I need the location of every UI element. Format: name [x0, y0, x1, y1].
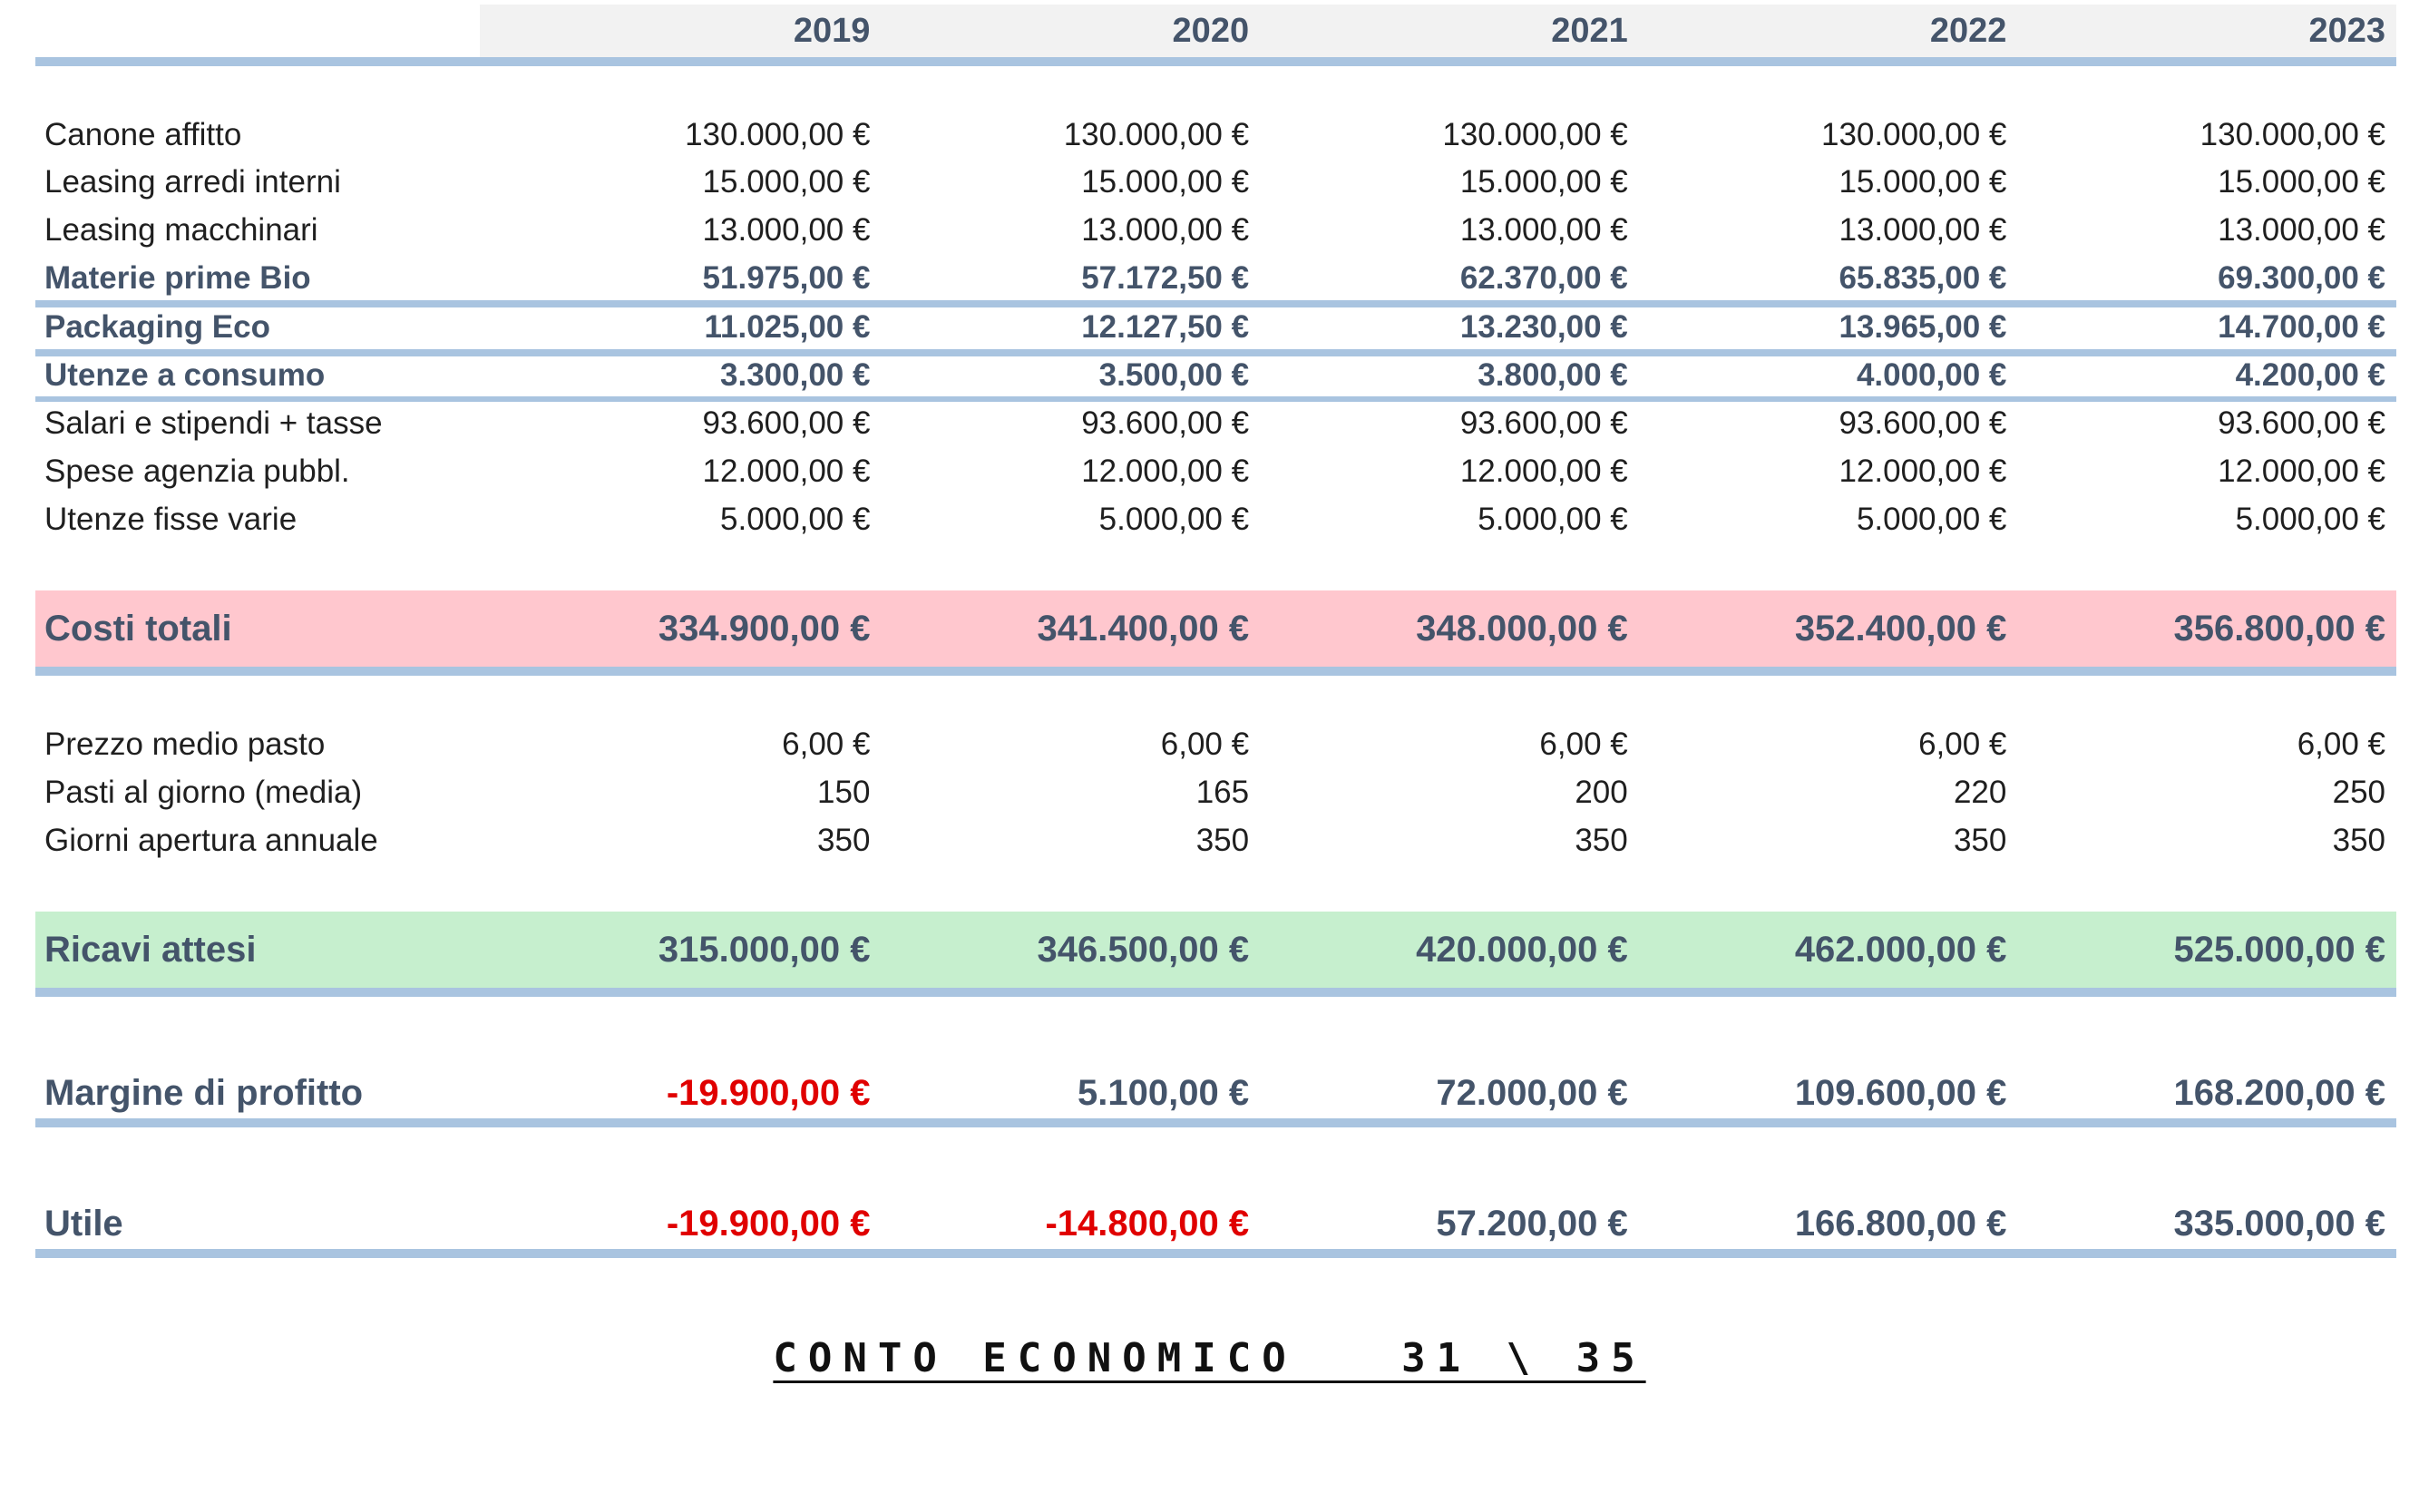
value-cell: 13.965,00 € — [1839, 309, 2007, 345]
value-cell: 150 — [817, 775, 871, 810]
value-cell: -19.900,00 € — [666, 1203, 871, 1244]
value-cell: 4.000,00 € — [1856, 357, 2007, 393]
value-cell: 6,00 € — [1918, 727, 2007, 762]
row-rule — [35, 1118, 2396, 1127]
cost-row-fixed-utilities — [35, 496, 2396, 543]
row-label: Prezzo medio pasto — [44, 727, 326, 762]
total-costs-row — [35, 590, 2396, 667]
value-cell: 12.000,00 € — [1459, 454, 1628, 489]
row-label: Spese agenzia pubbl. — [44, 454, 350, 489]
value-cell: 350 — [2332, 823, 2386, 858]
value-cell: 109.600,00 € — [1794, 1072, 2007, 1113]
value-cell: 200 — [1575, 775, 1628, 810]
value-cell: 15.000,00 € — [2218, 164, 2386, 200]
value-cell: 5.100,00 € — [1078, 1072, 1250, 1113]
row-label: Leasing macchinari — [44, 212, 318, 248]
value-cell: 72.000,00 € — [1436, 1072, 1628, 1113]
input-row-average-price — [35, 721, 2396, 768]
cost-row-raw-materials — [35, 255, 2396, 302]
value-cell: 130.000,00 € — [1442, 117, 1628, 152]
cost-row-machinery-leasing — [35, 207, 2396, 254]
value-cell: 165 — [1195, 775, 1250, 810]
input-row-meals-per-day — [35, 769, 2396, 816]
value-cell: 13.000,00 € — [1839, 212, 2007, 248]
year-2019: 2019 — [793, 11, 871, 50]
value-cell: 93.600,00 € — [1839, 405, 2007, 441]
value-cell: 15.000,00 € — [1459, 164, 1628, 200]
value-cell: 356.800,00 € — [2173, 608, 2386, 649]
value-cell: 5.000,00 € — [1098, 502, 1250, 537]
value-cell: 13.000,00 € — [1459, 212, 1628, 248]
value-cell: 130.000,00 € — [1821, 117, 2007, 152]
value-cell: 3.300,00 € — [720, 357, 871, 393]
value-cell: 5.000,00 € — [720, 502, 871, 537]
slide-footer — [0, 1335, 2419, 1381]
value-cell: 6,00 € — [782, 727, 871, 762]
row-label: Salari e stipendi + tasse — [44, 405, 383, 441]
year-header-row — [35, 5, 2396, 57]
header-rule — [35, 57, 2396, 66]
value-cell: 5.000,00 € — [1856, 502, 2007, 537]
row-label: Margine di profitto — [44, 1072, 364, 1113]
profit-margin-row — [35, 1061, 2396, 1125]
value-cell: 130.000,00 € — [685, 117, 871, 152]
row-label: Utenze fisse varie — [44, 502, 297, 537]
value-cell: 5.000,00 € — [2235, 502, 2386, 537]
value-cell: 14.700,00 € — [2218, 309, 2386, 345]
row-rule — [35, 1249, 2396, 1258]
row-rule — [35, 667, 2396, 676]
value-cell: 93.600,00 € — [2218, 405, 2386, 441]
row-label: Utile — [44, 1203, 123, 1244]
row-label: Materie prime Bio — [44, 260, 311, 296]
value-cell: 15.000,00 € — [1839, 164, 2007, 200]
value-cell: 341.400,00 € — [1037, 608, 1250, 649]
value-cell: 12.000,00 € — [702, 454, 871, 489]
value-cell: 6,00 € — [1160, 727, 1250, 762]
value-cell: 350 — [1575, 823, 1628, 858]
value-cell: 3.800,00 € — [1478, 357, 1628, 393]
year-2021: 2021 — [1551, 11, 1628, 50]
row-label: Leasing arredi interni — [44, 164, 341, 200]
cost-row-packaging — [35, 304, 2396, 351]
value-cell: 13.000,00 € — [1081, 212, 1250, 248]
value-cell: 11.025,00 € — [704, 309, 871, 345]
cost-row-advertising — [35, 448, 2396, 495]
value-cell: 130.000,00 € — [1063, 117, 1250, 152]
value-cell: 65.835,00 € — [1839, 260, 2007, 296]
cost-row-furniture-leasing — [35, 159, 2396, 206]
value-cell: 62.370,00 € — [1459, 260, 1628, 296]
cost-row-rent — [35, 112, 2396, 159]
value-cell: 51.975,00 € — [702, 260, 871, 296]
value-cell: 346.500,00 € — [1037, 929, 1250, 970]
value-cell: 12.000,00 € — [1081, 454, 1250, 489]
value-cell: 15.000,00 € — [702, 164, 871, 200]
value-cell: 4.200,00 € — [2235, 357, 2386, 393]
value-cell: 220 — [1953, 775, 2007, 810]
value-cell: 350 — [817, 823, 871, 858]
year-2023: 2023 — [2308, 11, 2386, 50]
value-cell: 15.000,00 € — [1081, 164, 1250, 200]
input-row-opening-days — [35, 817, 2396, 864]
row-label: Utenze a consumo — [44, 357, 326, 393]
value-cell: 57.200,00 € — [1436, 1203, 1628, 1244]
row-label: Costi totali — [44, 608, 232, 649]
value-cell: 93.600,00 € — [702, 405, 871, 441]
row-label: Ricavi attesi — [44, 929, 257, 970]
value-cell: 350 — [1195, 823, 1250, 858]
value-cell: 13.000,00 € — [2218, 212, 2386, 248]
value-cell: 57.172,50 € — [1081, 260, 1250, 296]
row-label: Giorni apertura annuale — [44, 823, 378, 858]
value-cell: 93.600,00 € — [1459, 405, 1628, 441]
expected-revenue-row — [35, 912, 2396, 988]
cost-row-consumable-utilities — [35, 352, 2396, 399]
net-profit-row — [35, 1192, 2396, 1255]
value-cell: 348.000,00 € — [1416, 608, 1628, 649]
year-2022: 2022 — [1929, 11, 2007, 50]
value-cell: 335.000,00 € — [2173, 1203, 2386, 1244]
row-label: Pasti al giorno (media) — [44, 775, 363, 810]
value-cell: 334.900,00 € — [658, 608, 871, 649]
value-cell: 166.800,00 € — [1794, 1203, 2007, 1244]
row-label: Canone affitto — [44, 117, 242, 152]
value-cell: 420.000,00 € — [1416, 929, 1628, 970]
value-cell: 462.000,00 € — [1794, 929, 2007, 970]
value-cell: 130.000,00 € — [2200, 117, 2386, 152]
value-cell: 69.300,00 € — [2218, 260, 2386, 296]
value-cell: 13.230,00 € — [1459, 309, 1628, 345]
footer-title: CONTO ECONOMICO 31 \ 35 — [773, 1335, 1646, 1381]
value-cell: 350 — [1953, 823, 2007, 858]
value-cell: 12.000,00 € — [2218, 454, 2386, 489]
row-rule — [35, 988, 2396, 997]
cost-row-salaries — [35, 400, 2396, 447]
value-cell: 12.000,00 € — [1839, 454, 2007, 489]
value-cell: -14.800,00 € — [1045, 1203, 1250, 1244]
value-cell: -19.900,00 € — [666, 1072, 871, 1113]
value-cell: 6,00 € — [1539, 727, 1628, 762]
value-cell: 250 — [2332, 775, 2386, 810]
value-cell: 352.400,00 € — [1794, 608, 2007, 649]
value-cell: 3.500,00 € — [1098, 357, 1250, 393]
value-cell: 525.000,00 € — [2173, 929, 2386, 970]
value-cell: 6,00 € — [2297, 727, 2386, 762]
value-cell: 13.000,00 € — [702, 212, 871, 248]
value-cell: 12.127,50 € — [1081, 309, 1250, 345]
value-cell: 93.600,00 € — [1081, 405, 1250, 441]
value-cell: 168.200,00 € — [2173, 1072, 2386, 1113]
value-cell: 315.000,00 € — [658, 929, 871, 970]
value-cell: 5.000,00 € — [1478, 502, 1628, 537]
row-label: Packaging Eco — [44, 309, 270, 345]
year-2020: 2020 — [1172, 11, 1250, 50]
